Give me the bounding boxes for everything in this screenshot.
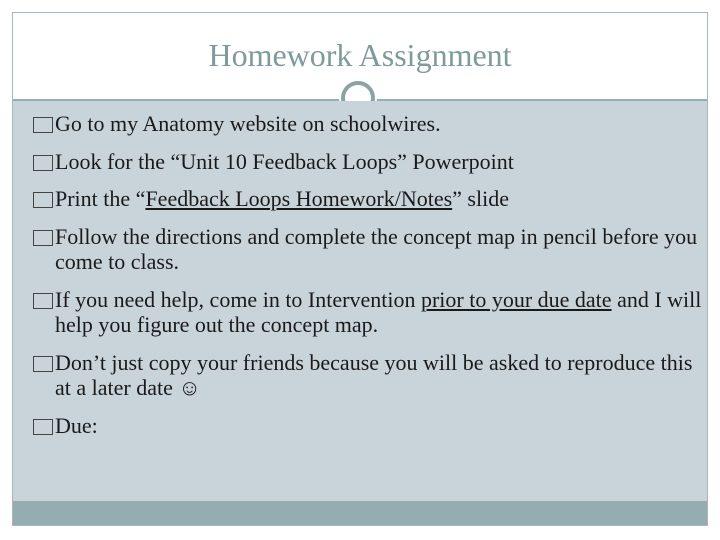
text-run: Don’t just copy your friends because you will be asked to reproduce this at a later date ☺	[55, 349, 698, 400]
bullet-marker-icon	[33, 356, 53, 372]
text-run: Print the “	[55, 186, 146, 211]
footer-band	[13, 501, 707, 525]
bullet-marker-icon	[33, 155, 53, 171]
bullet-item	[33, 350, 703, 401]
text-run: Go to my Anatomy website on schoolwires.	[55, 111, 441, 136]
bullet-marker-icon	[33, 419, 53, 435]
bullet-item	[33, 286, 707, 338]
text-run: and I will help you figure out the concept map.	[55, 286, 707, 337]
bullet-item	[33, 111, 703, 137]
bullet-text	[55, 149, 703, 175]
bullet-item	[33, 224, 703, 275]
bullet-text	[55, 286, 707, 338]
text-run: Follow the directions and complete the concept map in pencil before you come to class.	[55, 223, 703, 274]
bullet-item	[33, 149, 703, 175]
bullet-text	[55, 413, 703, 439]
bullet-marker-icon	[33, 117, 53, 133]
bullet-marker-icon	[33, 293, 53, 309]
bullet-marker-icon	[33, 192, 53, 208]
text-run: ” slide	[452, 186, 509, 211]
bullet-text	[55, 350, 703, 401]
text-run: If you need help, come in to Intervention	[55, 286, 421, 312]
slide	[12, 12, 708, 526]
text-run: Look for the “Unit 10 Feedback Loops” Powerpoint	[55, 148, 514, 174]
bullet-text	[55, 224, 703, 275]
bullet-text	[55, 186, 703, 212]
bullet-list	[33, 111, 707, 450]
text-run: Due:	[55, 412, 98, 438]
bullet-text	[55, 111, 703, 137]
slide-title: Homework Assignment	[208, 37, 512, 73]
bullet-item	[33, 186, 703, 212]
bullet-marker-icon	[33, 230, 53, 246]
underlined-text: Feedback Loops Homework/Notes	[145, 186, 453, 211]
underlined-text: prior to your due date	[420, 286, 612, 312]
bullet-item	[33, 413, 703, 439]
